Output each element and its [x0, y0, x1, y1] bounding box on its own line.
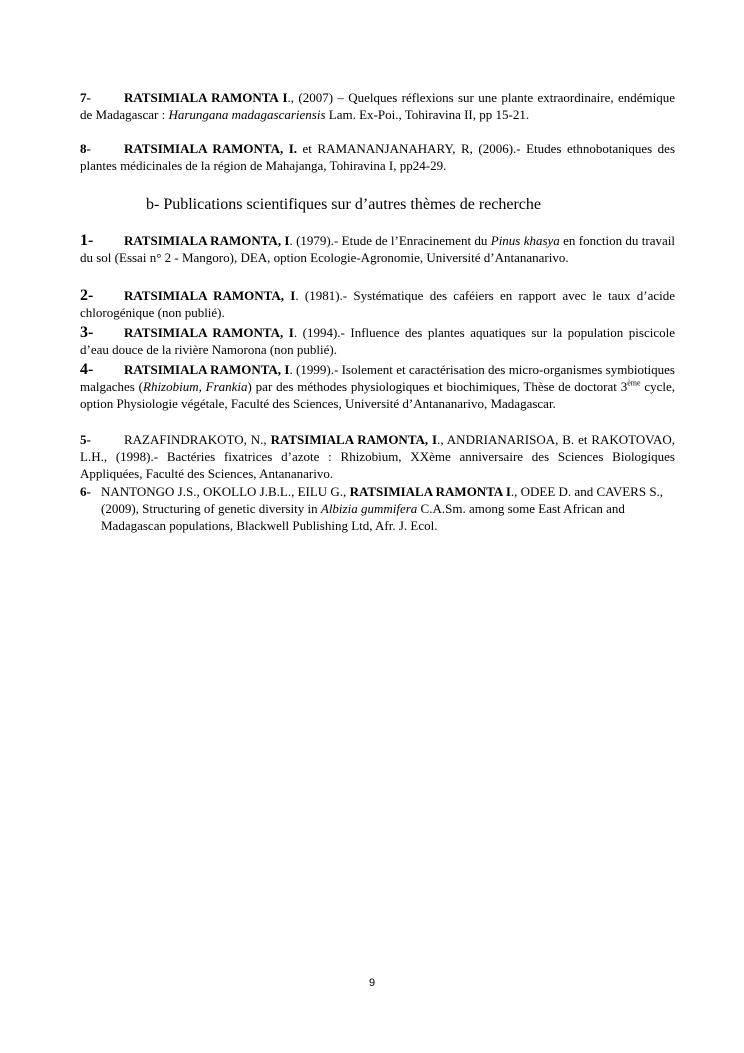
reference-8 — [80, 140, 675, 174]
reference-b2 — [80, 287, 675, 321]
reference-coauthors: NANTONGO J.S., OKOLLO J.B.L., EILU G., — [101, 484, 350, 499]
reference-text-tail: Lam. Ex-Poi., Tohiravina II, pp 15-21. — [325, 107, 530, 122]
reference-author: RATSIMIALA RAMONTA I — [349, 484, 511, 499]
reference-text: . (1999).- Isolement et caractérisation des micro-organismes symbiotiques malgaches ( — [80, 362, 675, 394]
reference-text-tail: ) par des méthodes physiologiques et biochimiques, Thèse de doctorat 3 — [247, 379, 628, 394]
reference-text-end: cycle, option Physiologie végétale, Faculté des Sciences, Université d’Antananarivo, Madagascar. — [80, 379, 676, 411]
reference-species: Rhizobium, Frankia — [143, 379, 248, 394]
reference-text: . (1981).- Systématique des caféiers en rapport avec le taux d’acide chlorogénique (non publié). — [80, 288, 675, 320]
reference-species: Pinus khasya — [490, 233, 560, 248]
reference-b6 — [80, 483, 680, 534]
reference-number: 4- — [80, 361, 94, 378]
superscript: ème — [627, 378, 641, 388]
reference-number: 1- — [80, 232, 94, 249]
reference-author: RATSIMIALA RAMONTA I — [124, 90, 288, 105]
section-heading: b- Publications scientifiques sur d’autres thèmes de recherche — [146, 196, 541, 213]
reference-number: 6- — [80, 484, 91, 499]
reference-text: . (1994).- Influence des plantes aquatiques sur la population piscicole d’eau douce de la rivière Namorona (non publié). — [80, 325, 675, 357]
reference-author: RATSIMIALA RAMONTA, I — [270, 432, 438, 447]
reference-text: et RAMANANJANAHARY, R, (2006).- Etudes ethnobotaniques des plantes médicinales de la région de Mahajanga, Tohiravina I, pp24-29. — [80, 141, 675, 173]
reference-author: RATSIMIALA RAMONTA, I — [124, 362, 290, 377]
reference-species: Albizia gummifera — [320, 501, 418, 516]
reference-text: ., (2007) – Quelques réflexions sur une plante extraordinaire, endémique de Madagascar : — [80, 90, 675, 122]
reference-b3 — [80, 324, 675, 358]
reference-number: 2- — [80, 287, 94, 304]
reference-number: 3- — [80, 324, 94, 341]
reference-number: 7- — [80, 90, 91, 105]
reference-b4 — [80, 361, 675, 412]
reference-number: 5- — [80, 432, 91, 447]
reference-author: RATSIMIALA RAMONTA, I. — [124, 141, 298, 156]
reference-author: RATSIMIALA RAMONTA, I — [124, 288, 296, 303]
reference-b1 — [80, 232, 675, 266]
reference-text-tail: en fonction du travail du sol (Essai n° 2 - Mangoro), DEA, option Ecologie-Agronomie, Université d’Antananarivo. — [80, 233, 675, 265]
reference-text-tail: C.A.Sm. among some East African and Madagascan populations, Blackwell Publishing Ltd, Afr. J. Ecol. — [101, 501, 625, 533]
page-number: 9 — [368, 977, 376, 989]
reference-text: ., ODEE D. and CAVERS S., (2009), Structuring of genetic diversity in — [101, 484, 664, 516]
reference-coauthors: RAZAFINDRAKOTO, N., — [124, 432, 271, 447]
reference-author: RATSIMIALA RAMONTA, I — [124, 325, 294, 340]
reference-text: . (1979).- Etude de l’Enracinement du — [289, 233, 491, 248]
reference-body — [101, 483, 680, 534]
reference-b5 — [80, 431, 675, 482]
reference-species: Harungana madagascariensis — [168, 107, 326, 122]
reference-7 — [80, 89, 675, 123]
reference-author: RATSIMIALA RAMONTA, I — [124, 233, 290, 248]
reference-number: 8- — [80, 141, 91, 156]
reference-text: ., ANDRIANARISOA, B. et RAKOTOVAO, L.H., (1998).- Bactéries fixatrices d’azote : Rhizobium, XXème anniversaire des Sciences Biologiques Appliquées, Faculté des Sciences, Antananarivo. — [80, 432, 676, 481]
